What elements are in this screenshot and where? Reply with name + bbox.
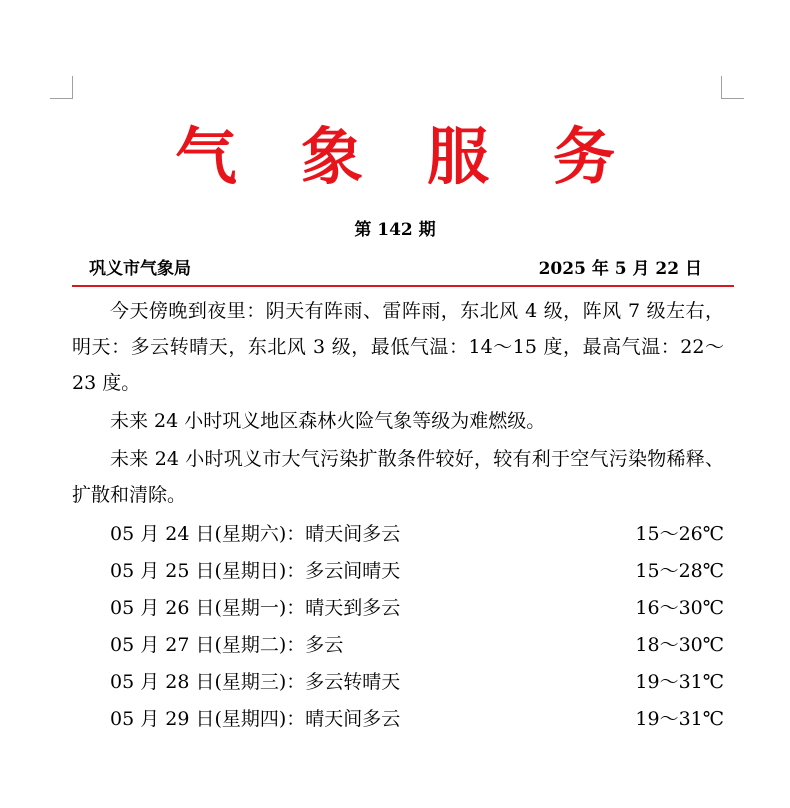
forecast-row [110,701,724,738]
forecast-row [110,664,724,701]
forecast-row [110,553,724,590]
forecast-temp: 16～30℃ [635,597,724,619]
fire-risk-paragraph: 未来 24 小时巩义地区森林火险气象等级为难燃级。 [110,410,546,432]
issuing-agency: 巩义市气象局 [89,259,191,279]
weather-forecast-paragraph: 今天傍晚到夜里：阴天有阵雨、雷阵雨，东北风 4 级，阵风 7 级左右，明天：多云转晴天，东北风 3 级，最低气温：14～15 度，最高气温：22～23 度。 [72,300,724,394]
forecast-temp: 19～31℃ [635,708,724,730]
forecast-day: 05 月 27 日(星期二)：多云 [110,634,344,656]
forecast-row [110,516,724,553]
issue-date: 2025 年 5 月 22 日 [538,259,702,279]
forecast-row [110,627,724,664]
forecast-temp: 15～28℃ [635,560,724,582]
multi-day-forecast [110,516,724,738]
issue-number: 第 142 期 [354,220,436,240]
crop-mark-right [721,76,744,99]
forecast-day: 05 月 28 日(星期三)：多云转晴天 [110,671,401,693]
forecast-temp: 18～30℃ [635,634,724,656]
air-quality-paragraph: 未来 24 小时巩义市大气污染扩散条件较好，较有利于空气污染物稀释、扩散和清除。 [72,448,724,506]
header-divider [72,285,734,287]
crop-mark-left [50,76,73,99]
forecast-day: 05 月 29 日(星期四)：晴天间多云 [110,708,401,730]
forecast-temp: 19～31℃ [635,671,724,693]
forecast-day: 05 月 24 日(星期六)：晴天间多云 [110,523,401,545]
forecast-day: 05 月 25 日(星期日)：多云间晴天 [110,560,401,582]
forecast-day: 05 月 26 日(星期一)：晴天到多云 [110,597,401,619]
forecast-row [110,590,724,627]
forecast-temp: 15～26℃ [635,523,724,545]
masthead-title: 气象服务 [174,120,679,193]
